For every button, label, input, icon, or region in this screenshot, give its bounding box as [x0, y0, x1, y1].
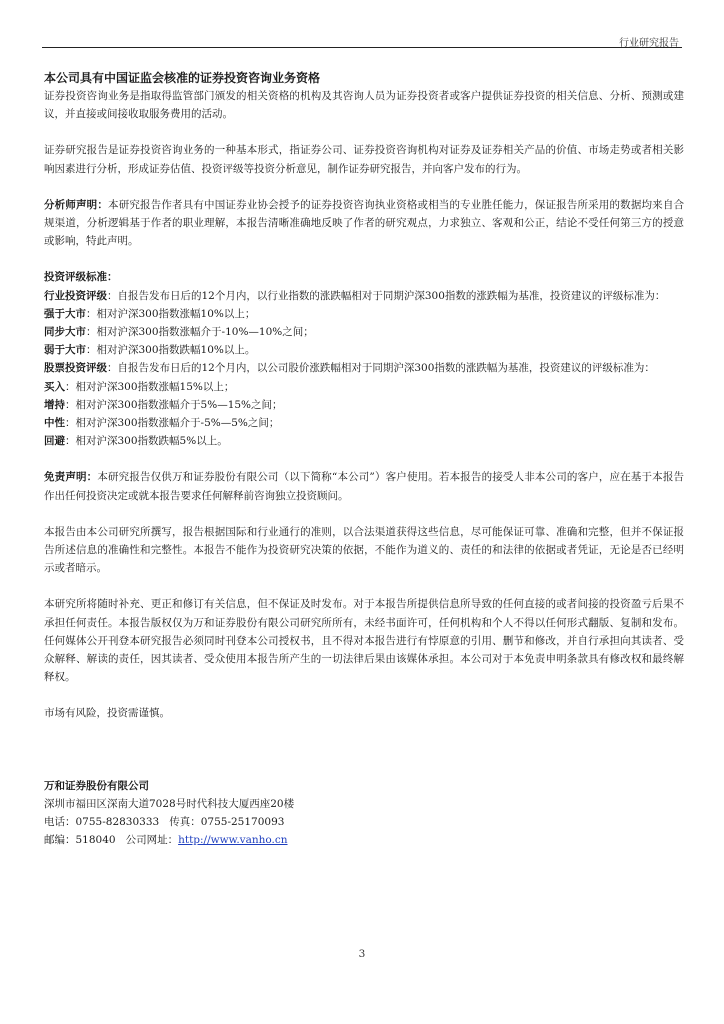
company-name: 万和证券股份有限公司 — [44, 779, 149, 792]
rating-title: 投资评级标准： — [44, 271, 118, 284]
industry-rating-item: 强于大市：相对沪深300指数涨幅10%以上； — [44, 307, 256, 320]
disclaimer-paragraph-1: 免责声明：本研究报告仅供万和证券股份有限公司（以下简称“本公司”）客户使用。若本报告的接受人非本公司的客户，应在基于本报告作出任何投资决定或就本报告要求任何解释前咨询独立投资顾问。 — [44, 471, 685, 502]
industry-rating-label: 行业投资评级 — [44, 289, 107, 302]
analyst-statement-label: 分析师声明： — [44, 198, 109, 211]
zip-label: 邮编： — [44, 834, 76, 847]
website-label: 公司网址： — [125, 834, 179, 847]
disclaimer-paragraph-2: 本报告由本公司研究所撰写，报告根据国际和行业通行的准则，以合法渠道获得这些信息，尽可能保证可靠、准确和完整，但并不保证报告所述信息的准确性和完整性。本报告不能作为投资研究决策的依据，不能作为道义的、责任的和法律的依据或者凭证，无论是否已经明示或者暗示。 — [44, 525, 684, 575]
analyst-statement-text: 本研究报告作者具有中国证券业协会授予的证券投资咨询执业资格或相当的专业胜任能力，保证报告所采用的数据均来自合规渠道，分析逻辑基于作者的职业理解，本报告清晰准确地反映了作者的研究观点，力求独立、客观和公正，结论不受任何第三方的授意或影响，特此声明。 — [44, 198, 685, 248]
header-divider — [42, 47, 682, 48]
report-type-header: 行业研究报告 — [619, 38, 679, 49]
disclaimer-paragraph-3: 本研究所将随时补充、更正和修订有关信息，但不保证及时发布。对于本报告所提供信息所导致的任何直接的或者间接的投资盈亏后果不承担任何责任。本报告版权仅为万和证券股份有限公司研究所所有，未经书面许可，任何机构和个人不得以任何形式翻版、复制和发布。任何媒体公开刊登本研究报告必须同时刊登本公司授权书，且不得对本报告进行有悖原意的引用、删节和修改，并自行承担向其读者、受众解释、解读的责任，因其读者、受众使用本报告所产生的一切法律后果由该媒体承担。本公司对于本免责申明条款具有修改权和最终解释权。 — [44, 598, 684, 684]
fax-label: 传真： — [169, 816, 201, 829]
analyst-statement — [44, 196, 684, 251]
stock-rating-item: 中性：相对沪深300指数涨幅介于-5%—5%之间； — [44, 417, 280, 430]
industry-rating — [44, 287, 684, 305]
company-contact — [44, 813, 684, 831]
qualification-paragraph-2: 证券研究报告是证券投资咨询业务的一种基本形式，指证券公司、证券投资咨询机构对证券及证券相关产品的价值、市场走势或者相关影响因素进行分析，形成证券估值、投资评级等投资分析意见，制作证券研究报告，并向客户发布的行为。 — [44, 144, 684, 175]
company-zip-web — [44, 831, 684, 849]
stock-rating — [44, 359, 684, 377]
industry-rating-item: 弱于大市：相对沪深300指数跌幅10%以上。 — [44, 344, 256, 357]
fax-number: 0755-25170093 — [200, 816, 285, 829]
website-link[interactable]: http://www.vanho.cn — [178, 834, 288, 847]
phone-label: 电话： — [44, 816, 76, 829]
zip-code: 518040 — [75, 834, 116, 847]
disclaimer-label: 免责声明： — [44, 471, 98, 484]
industry-rating-item: 同步大市：相对沪深300指数涨幅介于-10%—10%之间； — [44, 326, 314, 339]
page-number: 3 — [358, 948, 366, 960]
risk-warning: 市场有风险，投资需谨慎。 — [44, 707, 170, 720]
industry-rating-desc: ：自报告发布日后的12个月内，以行业指数的涨跌幅相对于同期沪深300指数的涨跌幅为基准，投资建议的评级标准为： — [107, 289, 666, 302]
stock-rating-item: 回避：相对沪深300指数跌幅5%以上。 — [44, 435, 228, 448]
stock-rating-item: 增持：相对沪深300指数涨幅介于5%—15%之间； — [44, 398, 283, 411]
stock-rating-desc: ：自报告发布日后的12个月内，以公司股价涨跌幅相对于同期沪深300指数的涨跌幅为基准，投资建议的评级标准为： — [107, 362, 655, 375]
stock-rating-label: 股票投资评级 — [44, 362, 107, 375]
qualification-title: 本公司具有中国证监会核准的证券投资咨询业务资格 — [44, 71, 321, 85]
phone-number: 0755-82830333 — [75, 816, 160, 829]
company-address: 深圳市福田区深南大道7028号时代科技大厦西座20楼 — [44, 797, 295, 810]
document-body — [44, 69, 684, 850]
qualification-paragraph-1: 证券投资咨询业务是指取得监管部门颁发的相关资格的机构及其咨询人员为证券投资者或客户提供证券投资的相关信息、分析、预测或建议，并直接或间接收取服务费用的活动。 — [44, 90, 684, 121]
stock-rating-item: 买入：相对沪深300指数涨幅15%以上； — [44, 380, 235, 393]
